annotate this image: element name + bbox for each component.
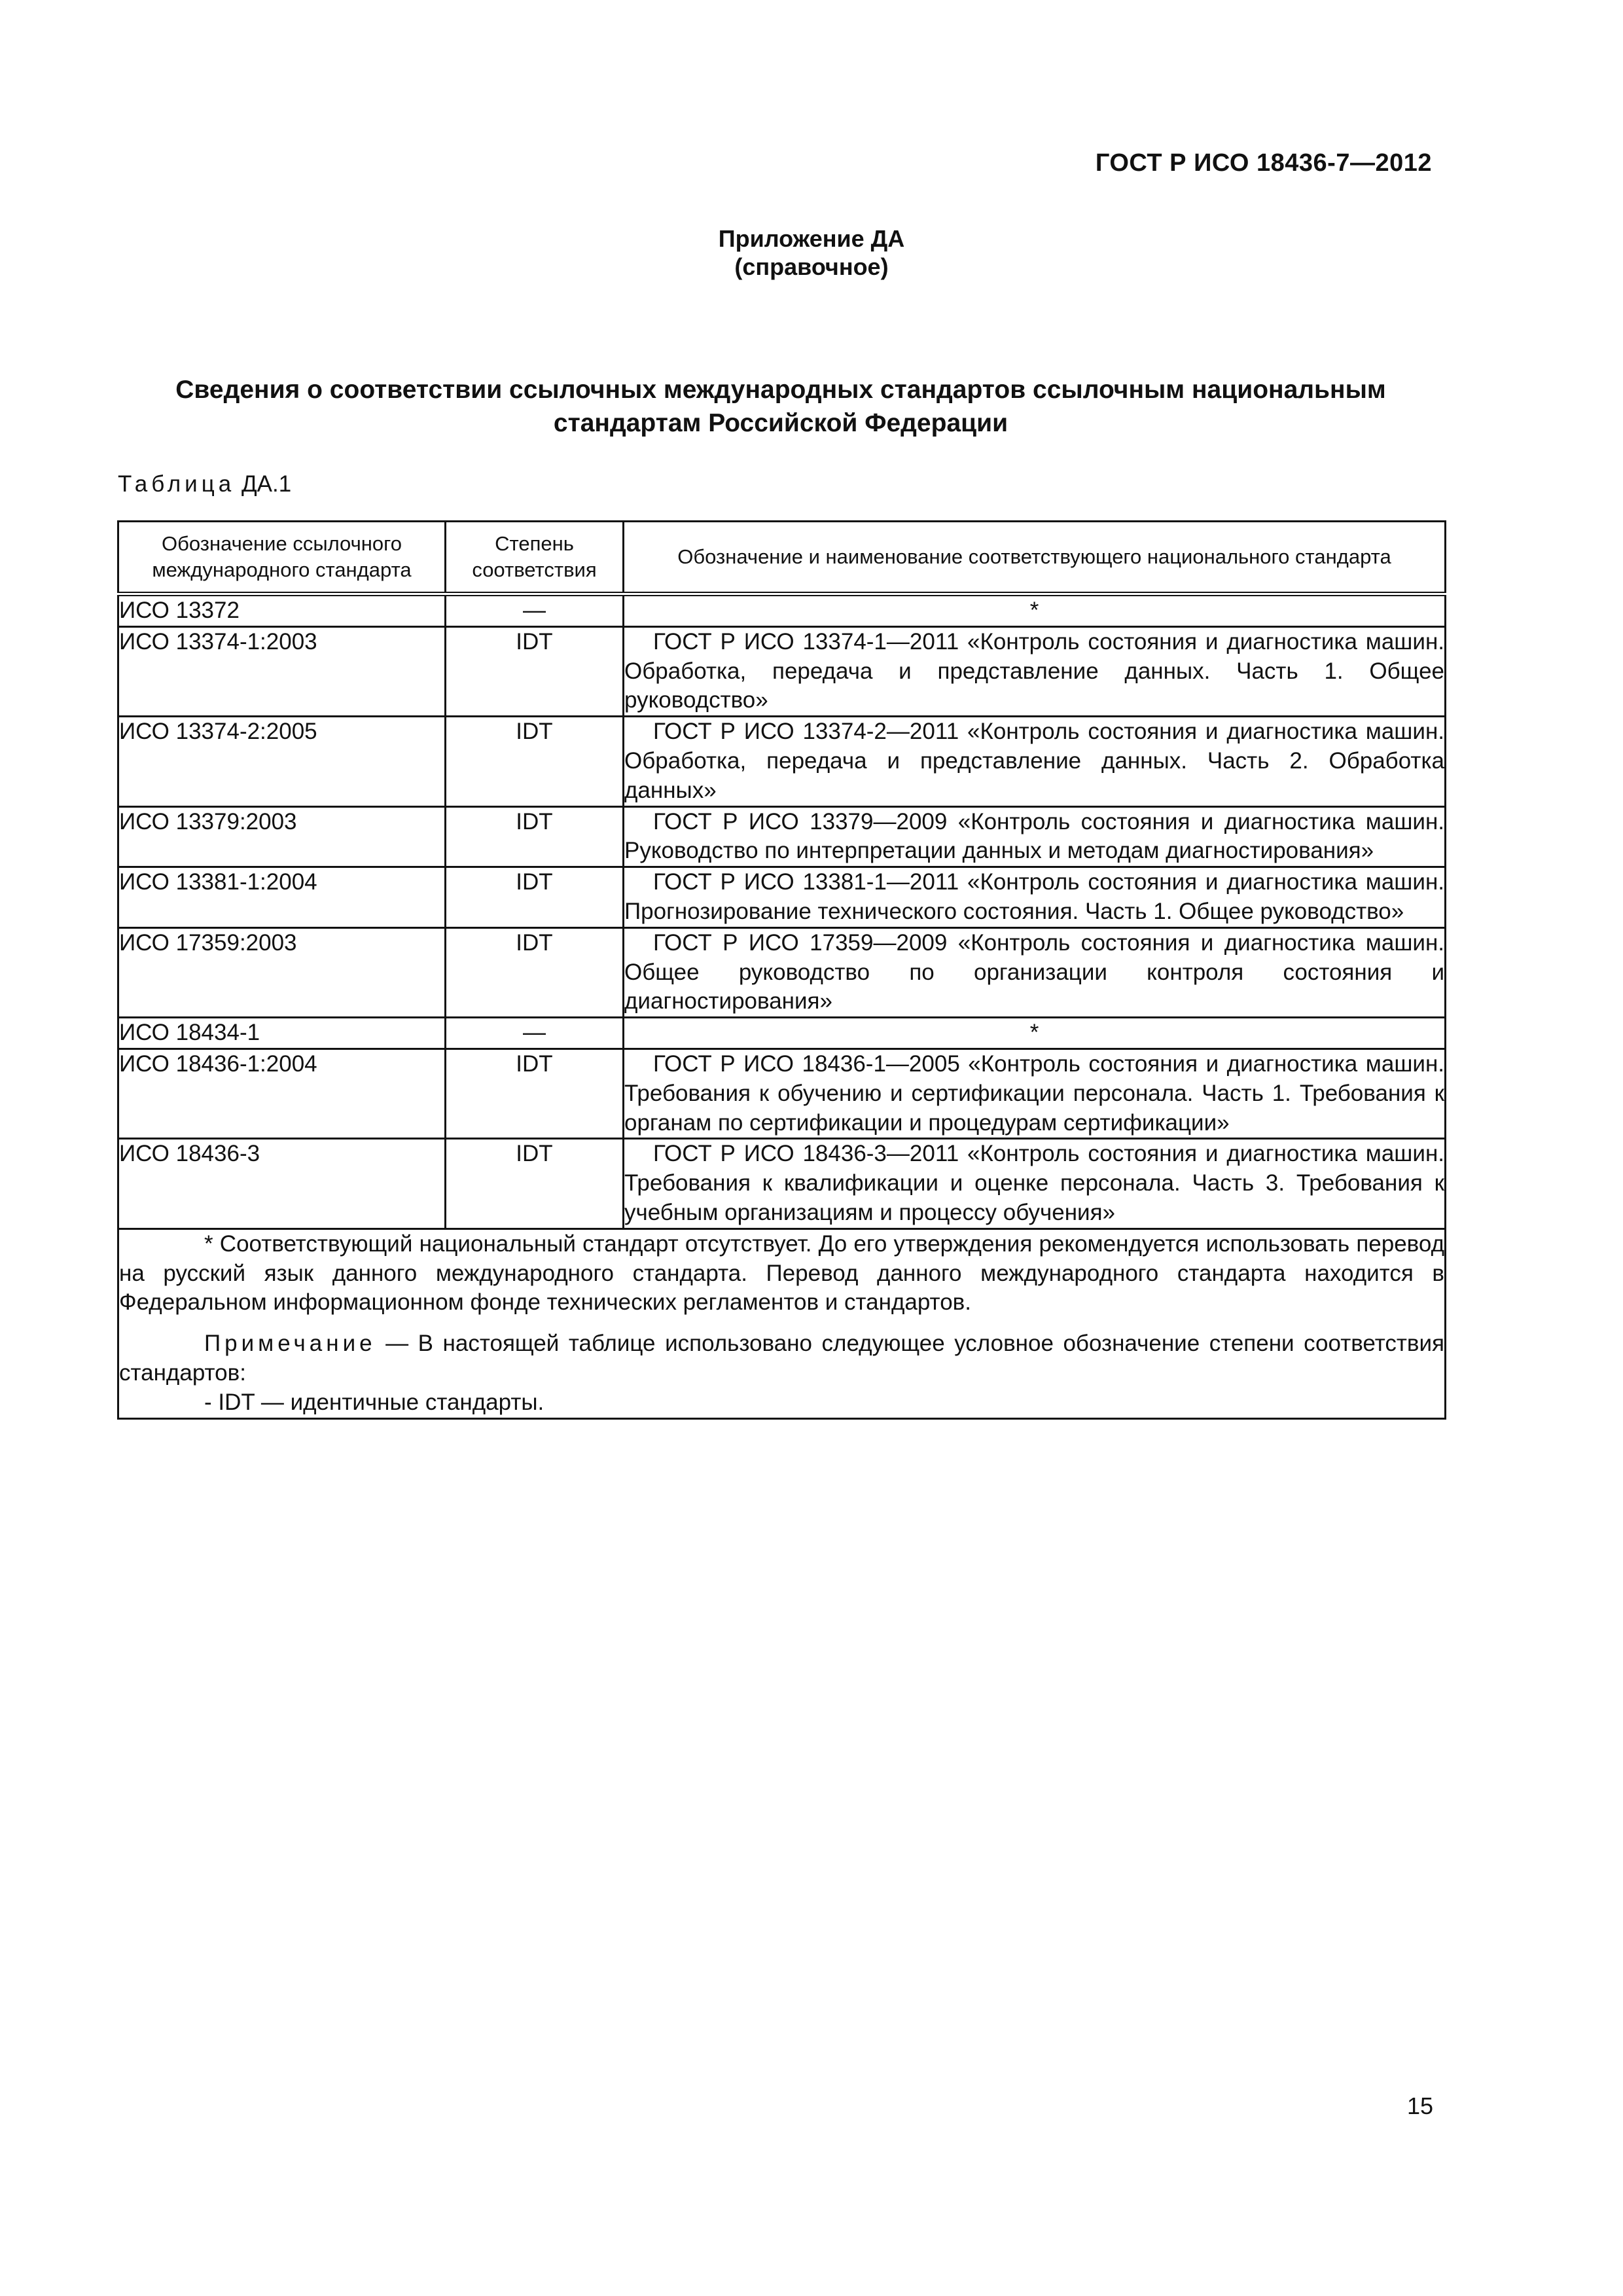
cell-national: ГОСТ Р ИСО 18436-1—2005 «Контроль состояния и диагностика машин. Требования к обучению и сертификации персонала. Часть 1. Требования к органам по сертификации и процедурам сертификации» — [624, 1049, 1446, 1138]
table-label — [118, 471, 291, 497]
cell-degree: IDT — [446, 867, 624, 928]
table-footnote-cell — [118, 1229, 1446, 1418]
cell-code: ИСО 18436-3 — [118, 1139, 446, 1229]
table-label-prefix: Таблица — [118, 471, 236, 497]
cell-code: ИСО 17359:2003 — [118, 927, 446, 1017]
cell-national: ГОСТ Р ИСО 13374-1—2011 «Контроль состояния и диагностика машин. Обработка, передача и представление данных. Часть 1. Общее руководство» — [624, 626, 1446, 716]
table-row — [118, 626, 1446, 716]
annex-heading — [0, 224, 1623, 281]
table-row — [118, 1139, 1446, 1229]
cell-code: ИСО 18436-1:2004 — [118, 1049, 446, 1138]
table-row — [118, 717, 1446, 806]
note-item: - IDT — идентичные стандарты. — [204, 1389, 544, 1415]
table-row — [118, 1049, 1446, 1138]
cell-degree: IDT — [446, 806, 624, 867]
header-national-standard: Обозначение и наименование соответствующего национального стандарта — [624, 522, 1446, 594]
page-number: 15 — [1406, 2092, 1433, 2119]
table-row — [118, 806, 1446, 867]
table-label-number: ДА.1 — [241, 471, 292, 497]
cell-code: ИСО 13374-1:2003 — [118, 626, 446, 716]
cell-national: ГОСТ Р ИСО 13379—2009 «Контроль состояния и диагностика машин. Руководство по интерпретации данных и методам диагностирования» — [624, 806, 1446, 867]
cell-national: * — [624, 1018, 1446, 1049]
cell-degree: IDT — [446, 1139, 624, 1229]
table-row — [118, 867, 1446, 928]
cell-degree: IDT — [446, 717, 624, 806]
header-international-standard: Обозначение ссылочного международного стандарта — [118, 522, 446, 594]
cell-national: * — [624, 594, 1446, 627]
cell-code: ИСО 13374-2:2005 — [118, 717, 446, 806]
cell-national: ГОСТ Р ИСО 17359—2009 «Контроль состояния и диагностика машин. Общее руководство по организации контроля состояния и диагностирования» — [624, 927, 1446, 1017]
cell-code: ИСО 18434-1 — [118, 1018, 446, 1049]
correspondence-table — [117, 520, 1446, 1420]
note-head: Примечание — [204, 1331, 376, 1357]
cell-degree: IDT — [446, 626, 624, 716]
cell-degree: — — [446, 594, 624, 627]
note-paragraph — [119, 1329, 1444, 1388]
table-header-row — [118, 522, 1446, 594]
table-row — [118, 927, 1446, 1017]
cell-code: ИСО 13381-1:2004 — [118, 867, 446, 928]
cell-national: ГОСТ Р ИСО 13381-1—2011 «Контроль состояния и диагностика машин. Прогнозирование технического состояния. Часть 1. Общее руководство» — [624, 867, 1446, 928]
cell-degree: IDT — [446, 1049, 624, 1138]
cell-degree: IDT — [446, 927, 624, 1017]
section-title: Сведения о соответствии ссылочных международных стандартов ссылочным национальным стандартам Российской Федерации — [175, 376, 1386, 437]
cell-degree: — — [446, 1018, 624, 1049]
table-row — [118, 594, 1446, 627]
header-degree: Степень соответствия — [446, 522, 624, 594]
footnote-text: * Соответствующий национальный стандарт отсутствует. До его утверждения рекомендуется использовать перевод на русский язык данного международного стандарта. Перевод данного международного стандарта находится в Федеральном информационном фонде технических регламентов и стандартов. — [119, 1230, 1444, 1316]
document-code: ГОСТ Р ИСО 18436-7—2012 — [1095, 149, 1432, 177]
table-row — [118, 1018, 1446, 1049]
annex-title: Приложение ДА — [718, 225, 905, 252]
annex-subtitle: (справочное) — [734, 253, 889, 281]
cell-national: ГОСТ Р ИСО 13374-2—2011 «Контроль состояния и диагностика машин. Обработка, передача и представление данных. Часть 2. Обработка данных» — [624, 717, 1446, 806]
cell-code: ИСО 13372 — [118, 594, 446, 627]
cell-national: ГОСТ Р ИСО 18436-3—2011 «Контроль состояния и диагностика машин. Требования к квалификации и оценке персонала. Часть 3. Требования к учебным организациям и процессу обучения» — [624, 1139, 1446, 1229]
note-text: — В настоящей таблице использовано следующее условное обозначение степени соответствия стандартов: — [119, 1331, 1444, 1386]
table-footnote-row — [118, 1229, 1446, 1418]
cell-code: ИСО 13379:2003 — [118, 806, 446, 867]
